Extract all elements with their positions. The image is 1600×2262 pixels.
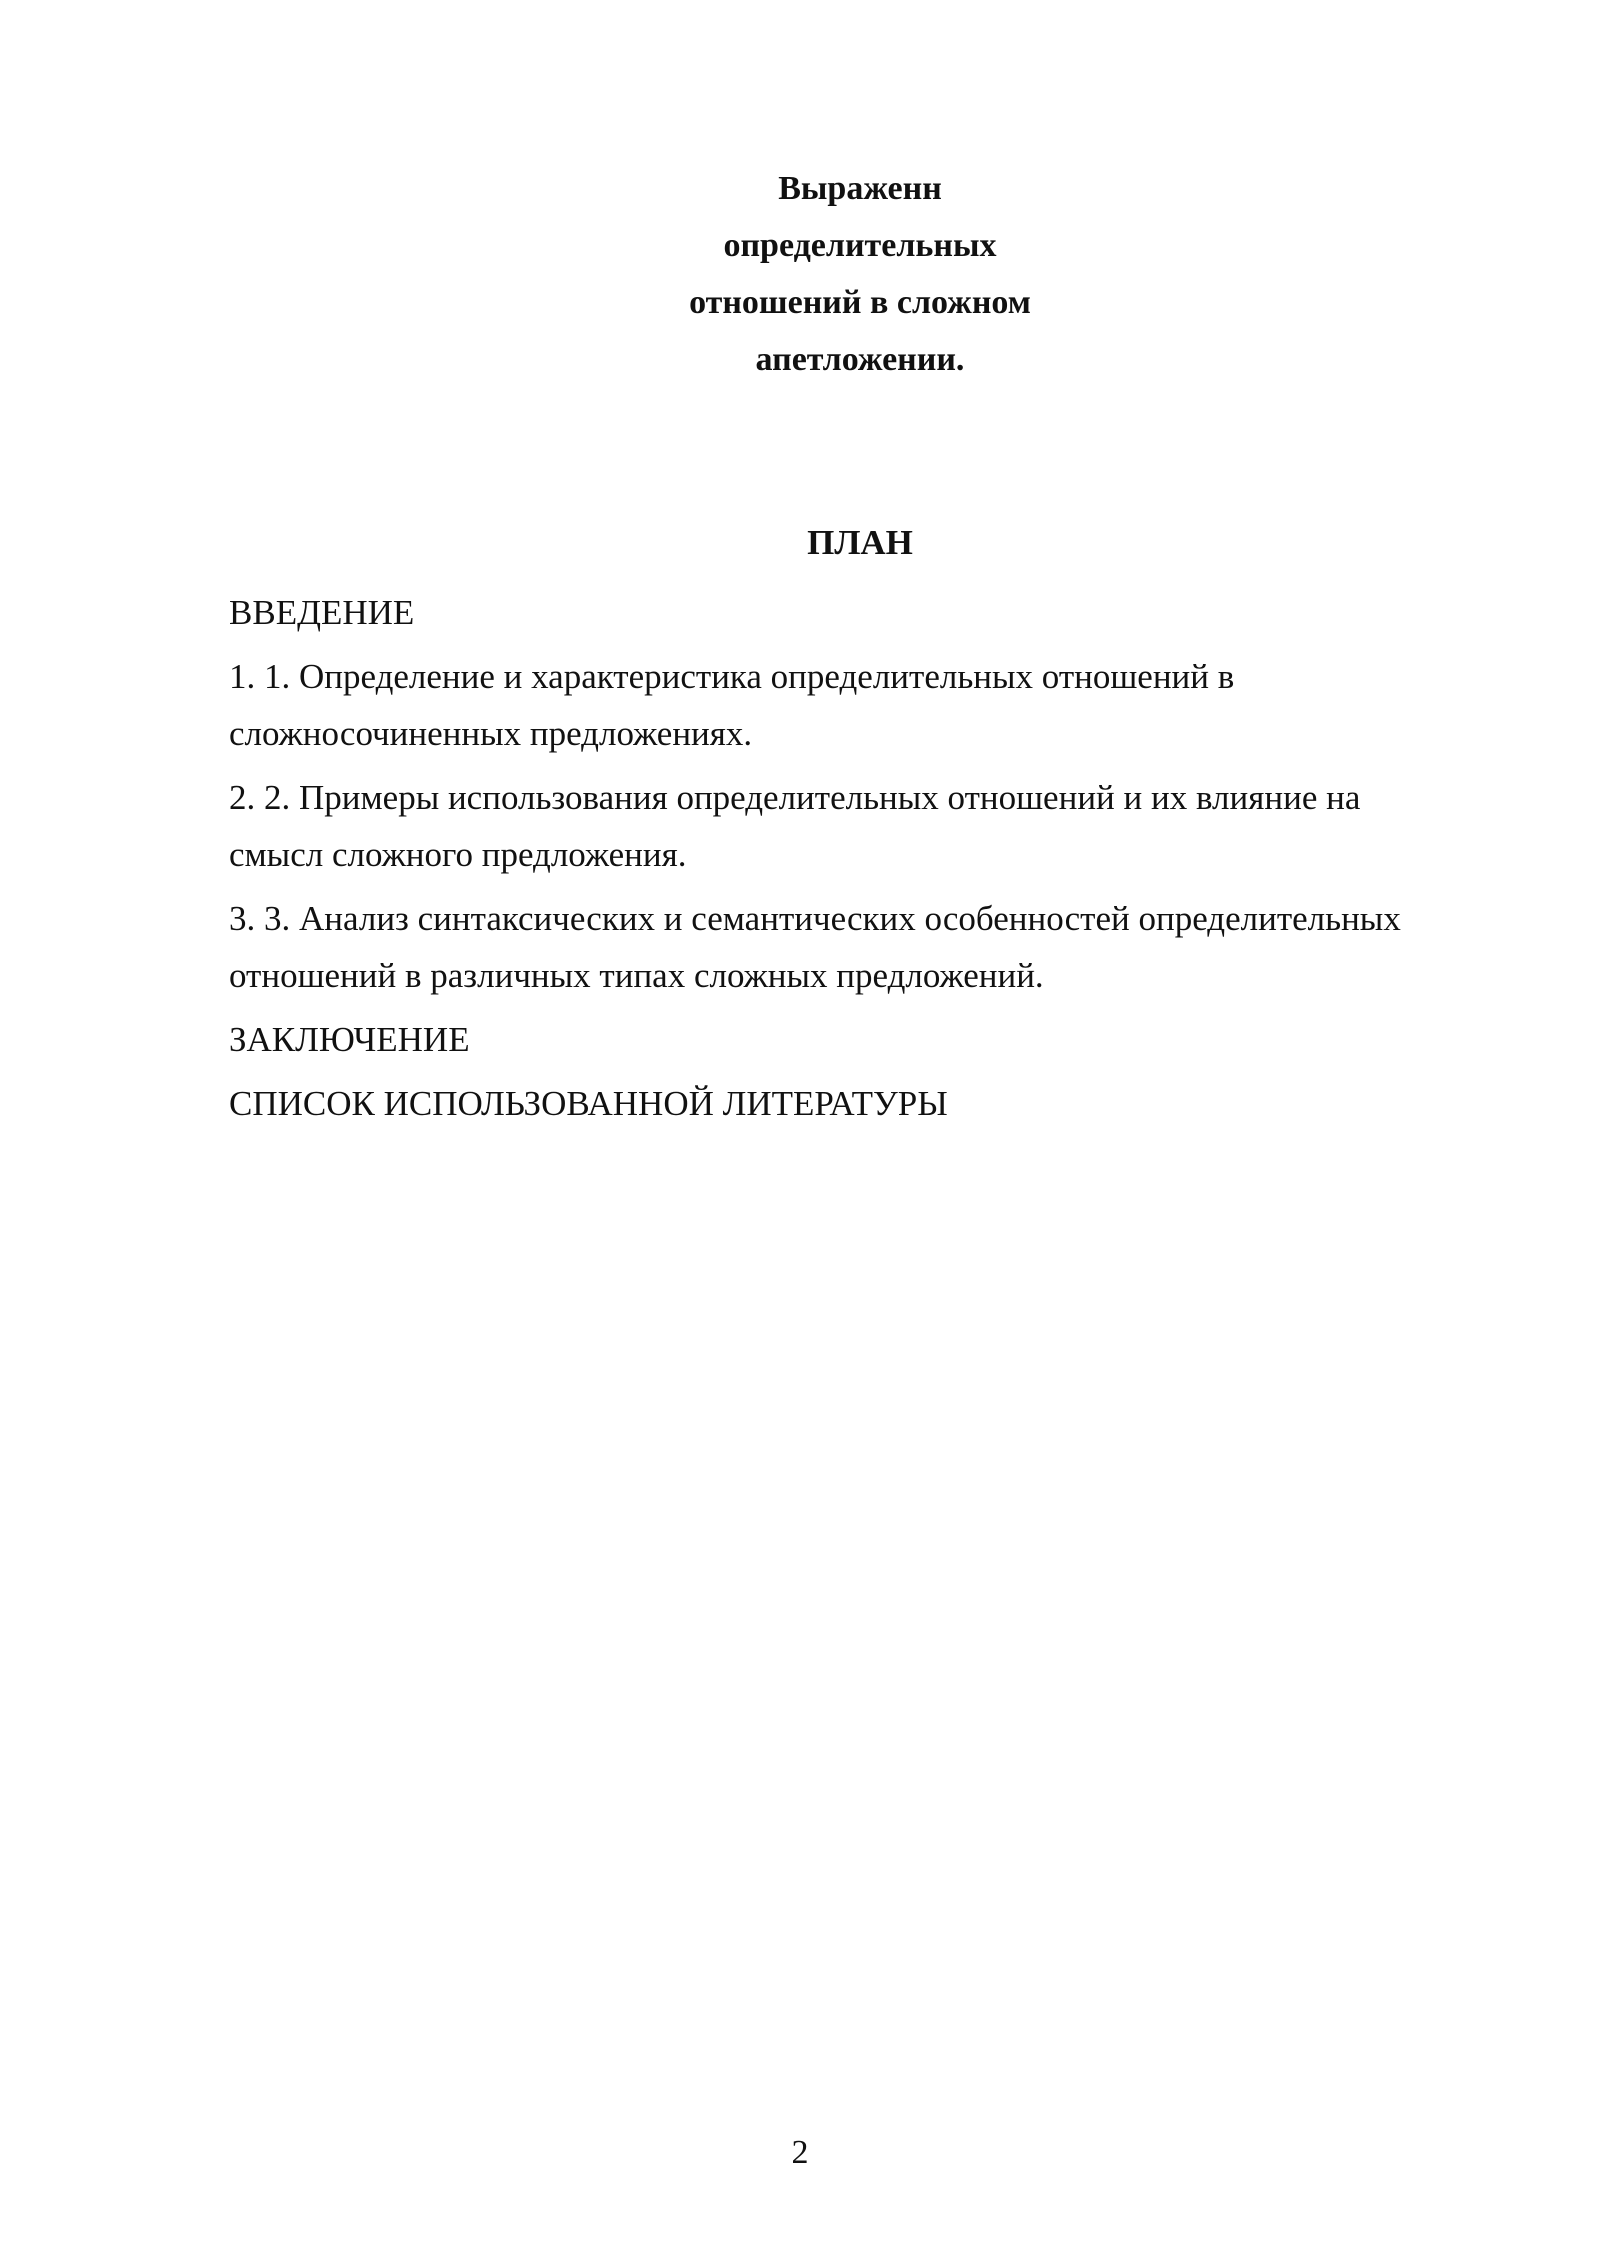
plan-heading: ПЛАН xyxy=(807,523,913,562)
plan-item-3 xyxy=(229,890,1529,1004)
title-line: отношений в сложном xyxy=(689,284,1031,321)
plan-item-line: 1. 1. Определение и характеристика определительных отношений в xyxy=(229,657,1235,696)
plan-list xyxy=(229,584,1529,1139)
plan-item-line: ВВЕДЕНИЕ xyxy=(229,593,415,632)
plan-item-bibliography xyxy=(229,1075,1529,1132)
plan-item-line: сложносочиненных предложениях. xyxy=(229,714,753,753)
title-line: апетложении. xyxy=(755,341,965,378)
plan-item-line: 2. 2. Примеры использования определительных отношений и их влияние на xyxy=(229,778,1361,817)
document-title xyxy=(600,160,1120,388)
plan-item-line: СПИСОК ИСПОЛЬЗОВАННОЙ ЛИТЕРАТУРЫ xyxy=(229,1084,948,1123)
plan-item-2 xyxy=(229,769,1529,883)
plan-item-line: смысл сложного предложения. xyxy=(229,835,687,874)
plan-item-introduction xyxy=(229,584,1529,641)
plan-item-line: 3. 3. Анализ синтаксических и семантических особенностей определительных xyxy=(229,899,1401,938)
page-number: 2 xyxy=(791,2134,809,2171)
plan-item-1 xyxy=(229,648,1529,762)
title-line: определительных xyxy=(723,227,997,264)
plan-item-line: ЗАКЛЮЧЕНИЕ xyxy=(229,1020,470,1059)
title-line: Выраженн xyxy=(778,170,942,207)
plan-item-conclusion xyxy=(229,1011,1529,1068)
plan-item-line: отношений в различных типах сложных предложений. xyxy=(229,956,1044,995)
